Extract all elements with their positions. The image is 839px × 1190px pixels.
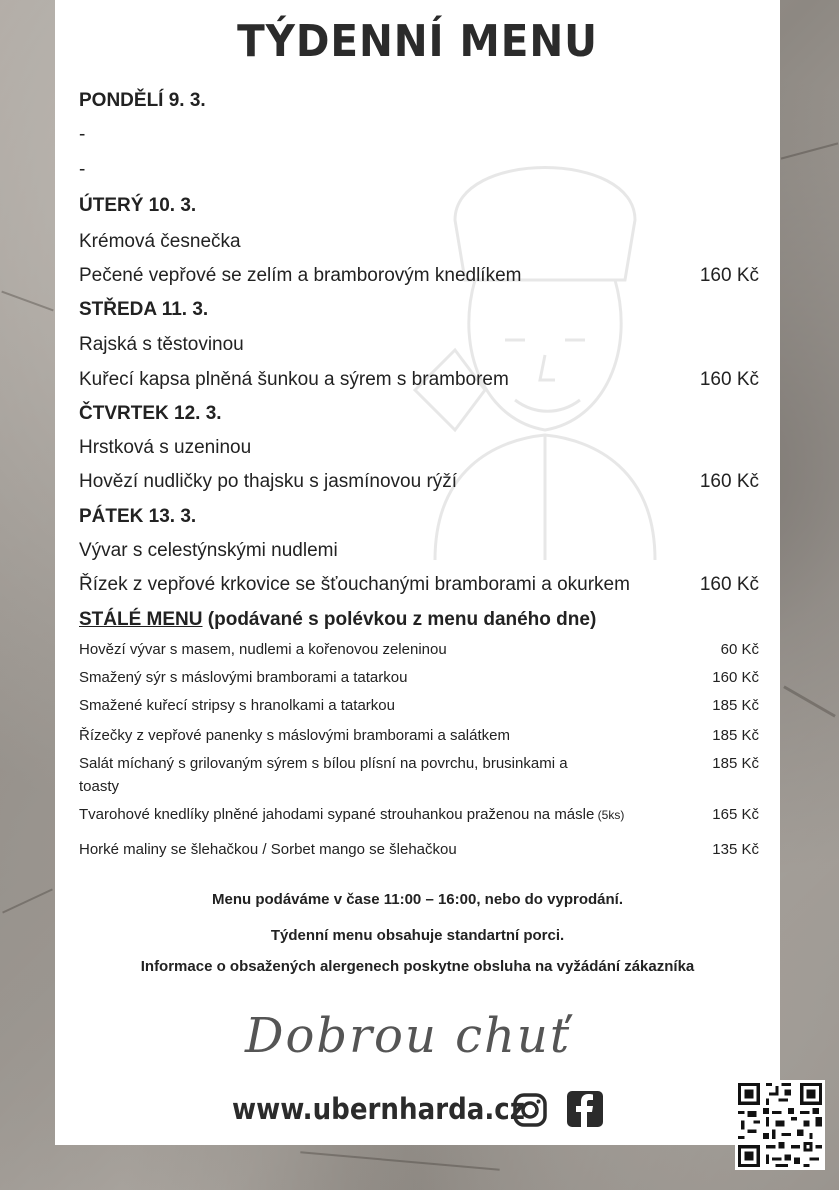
- permanent-item: [79, 841, 759, 858]
- signature-text: Dobrou chuť: [245, 1008, 572, 1064]
- dish-name: Řízek z vepřové krkovice se šťouchanými bramborami a okurkem: [79, 574, 630, 595]
- dish-price: 160 Kč: [699, 574, 759, 595]
- dish-price: 160 Kč: [699, 265, 759, 286]
- footer-serving-hours: Menu podáváme v čase 11:00 – 16:00, nebo do vyprodání.: [212, 891, 623, 908]
- permanent-item: [79, 697, 759, 714]
- monday-item-2: [79, 159, 759, 181]
- dish-name: Hovězí vývar s masem, nudlemi a kořenovou zeleninou: [79, 641, 447, 658]
- dish-name: Rajská s těstovinou: [79, 334, 244, 355]
- permanent-item: [79, 669, 759, 686]
- permanent-item: [79, 727, 759, 744]
- permanent-item: [79, 641, 759, 658]
- footer-allergen-note: Informace o obsažených alergenech poskytne obsluha na vyžádání zákazníka: [140, 958, 695, 975]
- dish-price: 160 Kč: [699, 369, 759, 390]
- tuesday-main: [79, 265, 759, 287]
- dish-name: -: [79, 159, 86, 180]
- dish-name: Vývar s celestýnskými nudlemi: [79, 540, 338, 561]
- wednesday-soup: [79, 334, 759, 356]
- dish-name: Hovězí nudličky po thajsku s jasmínovou rýží: [79, 471, 458, 492]
- dish-name: Horké maliny se šlehačkou / Sorbet mango se šlehačkou: [79, 841, 457, 858]
- portion-note: (5ks): [594, 808, 625, 822]
- dish-price: 185 Kč: [712, 755, 759, 772]
- day-heading-monday: PONDĚLÍ 9. 3.: [79, 90, 206, 111]
- monday-item-1: [79, 124, 759, 146]
- dish-name: Salát míchaný s grilovaným sýrem s bílou plísní na povrchu, brusinkami a: [79, 755, 568, 772]
- dish-price: 185 Kč: [712, 727, 759, 744]
- dish-price: 135 Kč: [712, 841, 759, 858]
- dish-name: Tvarohové knedlíky plněné jahodami sypané strouhankou praženou na másle: [79, 806, 595, 823]
- page-title: TÝDENNÍ MENU: [237, 16, 598, 67]
- thursday-main: [79, 471, 759, 493]
- dish-name: -: [79, 124, 86, 145]
- permanent-item: [79, 755, 759, 772]
- friday-main: [79, 574, 759, 596]
- permanent-menu-heading: [79, 609, 759, 631]
- day-heading-wednesday: STŘEDA 11. 3.: [79, 299, 209, 320]
- website-link[interactable]: www.ubernharda.cz: [232, 1092, 525, 1126]
- footer-portion-note: Týdenní menu obsahuje standartní porci.: [270, 927, 565, 944]
- permanent-menu-title: STÁLÉ MENU: [79, 609, 203, 630]
- dish-name: Pečené vepřové se zelím a bramborovým knedlíkem: [79, 265, 522, 286]
- day-heading-tuesday: ÚTERÝ 10. 3.: [79, 195, 197, 216]
- permanent-item-continued: [79, 778, 759, 795]
- dish-name-continued: toasty: [79, 778, 120, 795]
- dish-name: Hrstková s uzeninou: [79, 437, 252, 458]
- instagram-icon[interactable]: [512, 1092, 548, 1128]
- dish-price: 160 Kč: [712, 669, 759, 686]
- day-heading-friday: PÁTEK 13. 3.: [79, 506, 197, 527]
- dish-price: 165 Kč: [712, 806, 759, 823]
- dish-name: Krémová česnečka: [79, 231, 241, 252]
- dish-name: Řízečky z vepřové panenky s máslovými bramborami a salátkem: [79, 727, 510, 744]
- dish-price: 185 Kč: [712, 697, 759, 714]
- tuesday-soup: [79, 231, 759, 253]
- dish-price: 160 Kč: [699, 471, 759, 492]
- qr-code-icon[interactable]: [735, 1080, 825, 1170]
- dish-name: Kuřecí kapsa plněná šunkou a sýrem s bramborem: [79, 369, 509, 390]
- dish-price: 60 Kč: [720, 641, 759, 658]
- thursday-soup: [79, 437, 759, 459]
- wednesday-main: [79, 369, 759, 391]
- permanent-item: [79, 806, 759, 823]
- dish-name: Smažený sýr s máslovými bramborami a tatarkou: [79, 669, 408, 686]
- permanent-menu-subtitle: (podávané s polévkou z menu daného dne): [202, 609, 597, 630]
- facebook-icon[interactable]: [566, 1090, 604, 1128]
- day-heading-thursday: ČTVRTEK 12. 3.: [79, 403, 222, 424]
- friday-soup: [79, 540, 759, 562]
- dish-name: Smažené kuřecí stripsy s hranolkami a tatarkou: [79, 697, 395, 714]
